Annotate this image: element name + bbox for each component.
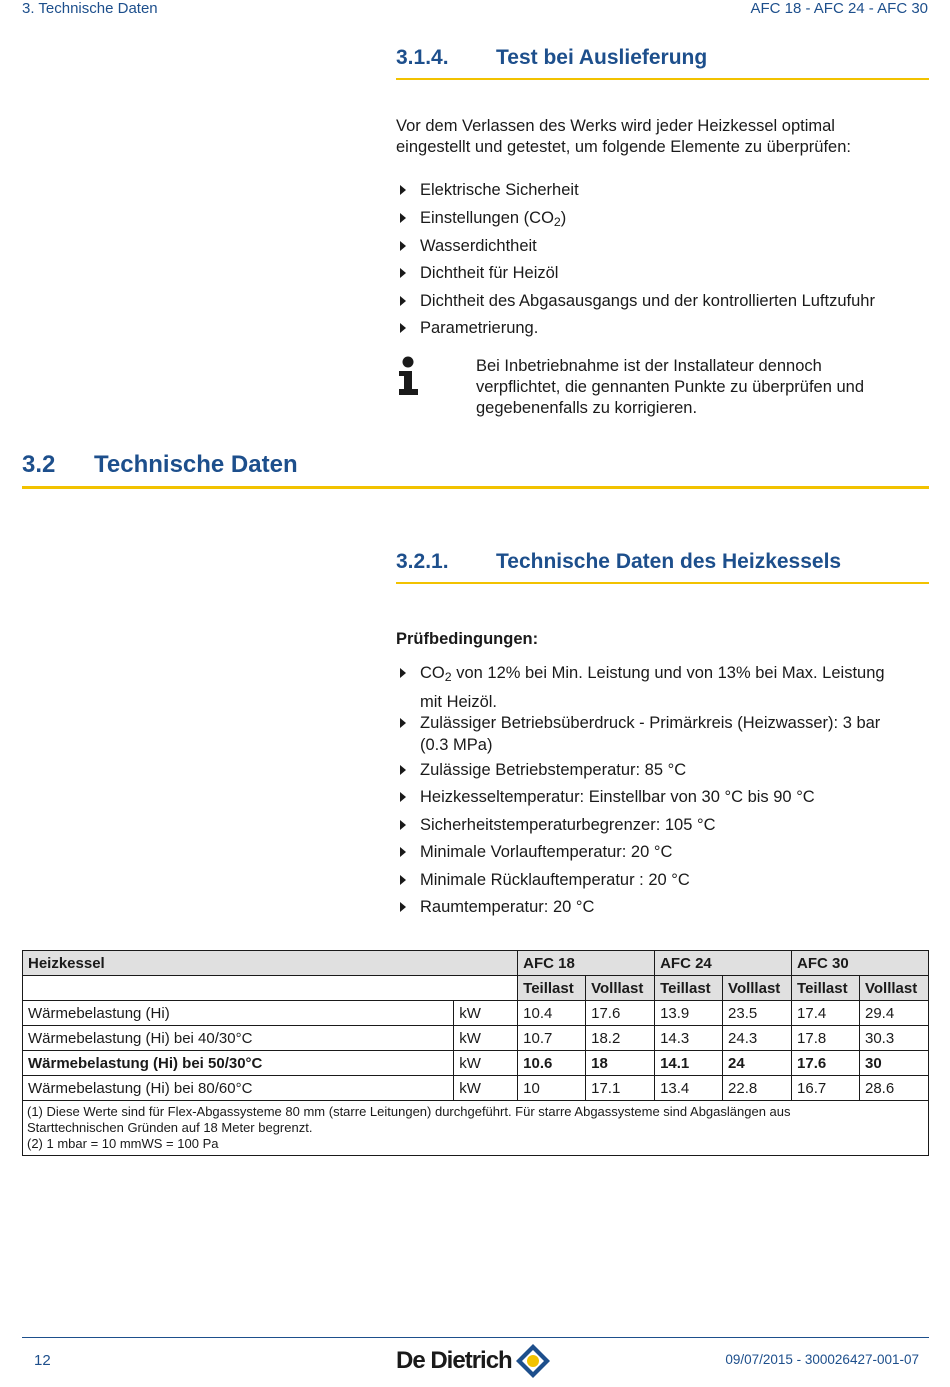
- table-cell: 24: [723, 1051, 792, 1076]
- bullet-triangle-icon: [400, 847, 406, 857]
- table-subheader-cell: Teillast: [792, 976, 860, 1001]
- section-title-321: Technische Daten des Heizkessels: [496, 550, 842, 573]
- section-title-314: Test bei Auslieferung: [496, 46, 708, 69]
- bullet-item: Einstellungen $(CO_2)$: [400, 208, 566, 233]
- table-cell: 17.6: [586, 1001, 655, 1026]
- table-cell: 23.5: [723, 1001, 792, 1026]
- running-header-right: AFC 18 - AFC 24 - AFC 30: [750, 0, 928, 17]
- row-label: Wärmebelastung (Hi) bei 50/30°C: [23, 1051, 454, 1076]
- table-header-cell: AFC 18: [518, 951, 655, 976]
- bullet-item: Wasserdichtheit: [400, 236, 537, 257]
- info-note: [476, 356, 864, 419]
- table-row: [23, 1001, 929, 1026]
- row-unit: kW: [454, 1026, 518, 1051]
- document-reference: 09/07/2015 - 300026427-001-07: [725, 1352, 919, 1367]
- table-cell: 22.8: [723, 1076, 792, 1101]
- table-cell: 10.6: [518, 1051, 586, 1076]
- table-footnote: (1) Diese Werte sind für Flex-Abgassysteme 80 mm (starre Leitungen) durchgeführt. Für starre Abgassysteme sind Abgaslängen aus: [27, 1104, 791, 1119]
- table-header-cell: Heizkessel: [23, 951, 518, 976]
- de-dietrich-logo-icon: [515, 1343, 551, 1379]
- table-subheader-row: [23, 976, 929, 1001]
- table-cell: 30.3: [859, 1026, 928, 1051]
- bullet-triangle-icon: [400, 241, 406, 251]
- table-cell: 28.6: [859, 1076, 928, 1101]
- table-row: [23, 1076, 929, 1101]
- intro-line: Vor dem Verlassen des Werks wird jeder Heizkessel optimal: [396, 117, 835, 135]
- table-footnote: (2) 1 mbar = 10 mmWS = 100 Pa: [27, 1136, 219, 1151]
- table-cell: 14.3: [655, 1026, 723, 1051]
- row-label: Wärmebelastung (Hi): [23, 1001, 454, 1026]
- condition-item: $CO_2$ von 12% bei Min. Leistung und von 13% bei Max. Leistung mit Heizöl.: [400, 663, 885, 713]
- section-title-32: Technische Daten: [94, 451, 298, 478]
- row-label: Wärmebelastung (Hi) bei 80/60°C: [23, 1076, 454, 1101]
- table-cell: 18.2: [586, 1026, 655, 1051]
- table-cell: 24.3: [723, 1026, 792, 1051]
- table-cell: 17.1: [586, 1076, 655, 1101]
- table-subheader-cell: Volllast: [859, 976, 928, 1001]
- table-cell: 13.9: [655, 1001, 723, 1026]
- table-header-cell: AFC 24: [655, 951, 792, 976]
- bullet-triangle-icon: [400, 875, 406, 885]
- footer-rule: [22, 1337, 929, 1338]
- bullet-item: Elektrische Sicherheit: [400, 180, 579, 201]
- bullet-triangle-icon: [400, 792, 406, 802]
- table-cell: 18: [586, 1051, 655, 1076]
- page-number: 12: [34, 1352, 51, 1369]
- table-subheader-cell: Volllast: [723, 976, 792, 1001]
- table-notes: [23, 1101, 929, 1156]
- bullet-triangle-icon: [400, 213, 406, 223]
- table-cell: 30: [859, 1051, 928, 1076]
- table-cell: 13.4: [655, 1076, 723, 1101]
- table-row: [23, 1051, 929, 1076]
- table-cell: 14.1: [655, 1051, 723, 1076]
- condition-item: Heizkesseltemperatur: Einstellbar von 30 °C bis 90 °C: [400, 787, 815, 808]
- technical-data-table: [22, 950, 929, 1156]
- note-line: gegebenenfalls zu korrigieren.: [476, 399, 698, 417]
- section-number-32: 3.2: [22, 451, 56, 478]
- section-rule-314: [396, 78, 929, 80]
- table-empty-cell: [23, 976, 518, 1001]
- note-line: verpflichtet, die gennanten Punkte zu überprüfen und: [476, 378, 865, 396]
- table-header-row: [23, 951, 929, 976]
- table-cell: 17.4: [792, 1001, 860, 1026]
- row-unit: kW: [454, 1001, 518, 1026]
- logo-wordmark: De Dietrich: [396, 1347, 512, 1374]
- bullet-triangle-icon: [400, 820, 406, 830]
- table-cell: 17.8: [792, 1026, 860, 1051]
- table-footnote: Starttechnischen Gründen auf 18 Meter begrenzt.: [27, 1120, 313, 1135]
- bullet-triangle-icon: [400, 323, 406, 333]
- bullet-triangle-icon: [400, 296, 406, 306]
- table-cell: 10.7: [518, 1026, 586, 1051]
- condition-item: Zulässiger Betriebsüberdruck - Primärkreis (Heizwasser): 3 bar (0.3 MPa): [400, 713, 880, 756]
- table-cell: 10.4: [518, 1001, 586, 1026]
- intro-paragraph: [396, 116, 851, 158]
- table-cell: 10: [518, 1076, 586, 1101]
- condition-item: Raumtemperatur: 20 °C: [400, 897, 594, 918]
- conditions-label: Prüfbedingungen:: [396, 630, 539, 648]
- row-label: Wärmebelastung (Hi) bei 40/30°C: [23, 1026, 454, 1051]
- condition-item: Minimale Rücklauftemperatur : 20 °C: [400, 870, 690, 891]
- table-cell: 29.4: [859, 1001, 928, 1026]
- bullet-item: Parametrierung.: [400, 318, 538, 339]
- bullet-triangle-icon: [400, 268, 406, 278]
- bullet-triangle-icon: [400, 185, 406, 195]
- info-icon: [396, 356, 420, 396]
- bullet-triangle-icon: [400, 668, 406, 678]
- table-notes-row: [23, 1101, 929, 1156]
- condition-item: Zulässige Betriebstemperatur: 85 °C: [400, 760, 686, 781]
- note-line: Bei Inbetriebnahme ist der Installateur dennoch: [476, 357, 822, 375]
- table-cell: 16.7: [792, 1076, 860, 1101]
- table-subheader-cell: Teillast: [655, 976, 723, 1001]
- section-rule-32: [22, 486, 929, 489]
- running-header-left: 3. Technische Daten: [22, 0, 158, 17]
- condition-item: Minimale Vorlauftemperatur: 20 °C: [400, 842, 672, 863]
- bullet-item: Dichtheit des Abgasausgangs und der kontrollierten Luftzufuhr: [400, 291, 875, 312]
- section-number-314: 3.1.4.: [396, 46, 449, 69]
- bullet-triangle-icon: [400, 765, 406, 775]
- bullet-triangle-icon: [400, 718, 406, 728]
- section-rule-321: [396, 582, 929, 584]
- table-cell: 17.6: [792, 1051, 860, 1076]
- bullet-triangle-icon: [400, 902, 406, 912]
- intro-line: eingestellt und getestet, um folgende Elemente zu überprüfen:: [396, 138, 851, 156]
- bullet-item: Dichtheit für Heizöl: [400, 263, 558, 284]
- row-unit: kW: [454, 1076, 518, 1101]
- row-unit: kW: [454, 1051, 518, 1076]
- section-number-321: 3.2.1.: [396, 550, 449, 573]
- table-header-cell: AFC 30: [792, 951, 929, 976]
- table-subheader-cell: Teillast: [518, 976, 586, 1001]
- de-dietrich-logo: [396, 1344, 551, 1378]
- table-subheader-cell: Volllast: [586, 976, 655, 1001]
- table-row: [23, 1026, 929, 1051]
- condition-item: Sicherheitstemperaturbegrenzer: 105 °C: [400, 815, 716, 836]
